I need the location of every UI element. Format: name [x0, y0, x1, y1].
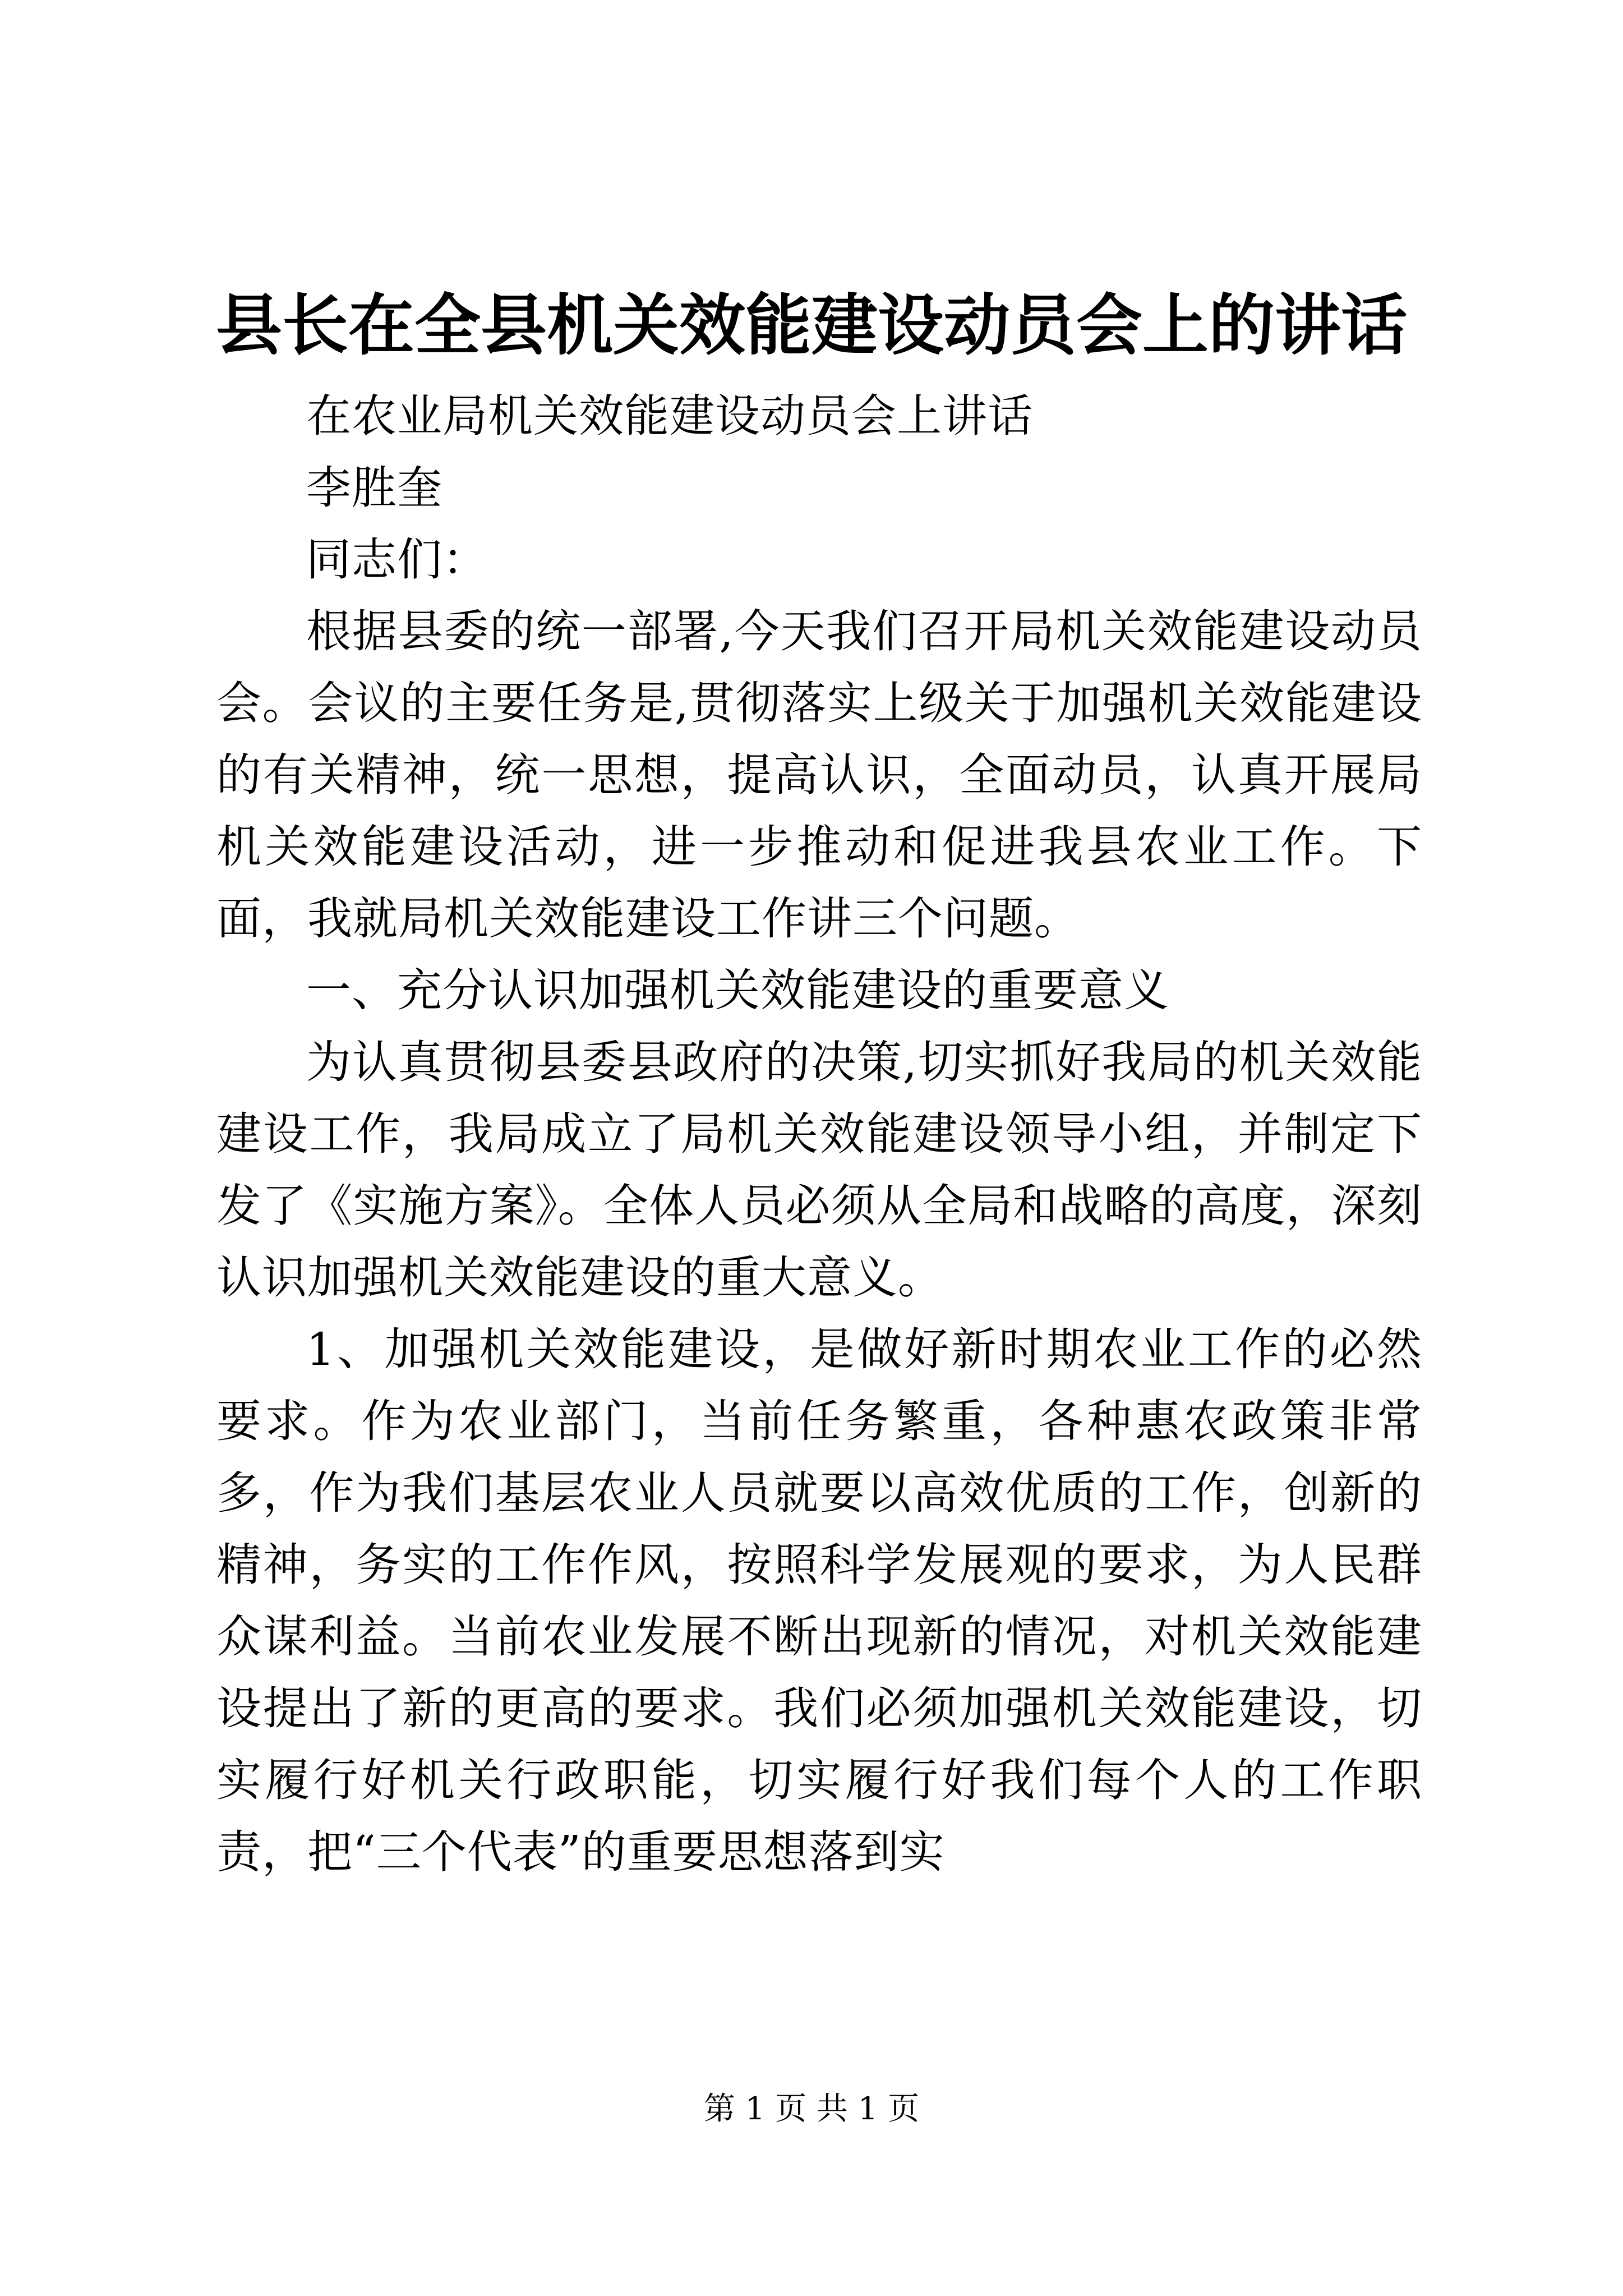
body-paragraph: 为认真贯彻县委县政府的决策,切实抓好我局的机关效能建设工作，我局成立了局机关效能建设领导小组，并制定下发了《实施方案》。全体人员必须从全局和战略的高度，深刻认识加强机关效能建设的重大意义。 — [216, 1036, 1422, 1304]
body-paragraph: 1、加强机关效能建设，是做好新时期农业工作的必然要求。作为农业部门，当前任务繁重，各种惠农政策非常多，作为我们基层农业人员就要以高效优质的工作，创新的精神，务实的工作作风，按照科学发展观的要求，为人民群众谋利益。当前农业发展不断出现新的情况，对机关效能建设提出了新的更高的要求。我们必须加强机关效能建设，切实履行好机关行政职能，切实履行好我们每个人的工作职责，把“三个代表”的重要思想落到实 — [216, 1323, 1422, 1878]
page-footer: 第 1 页 共 1 页 — [703, 2091, 920, 2127]
subtitle-paragraph: 在农业局机关效能建设动员会上讲话 — [306, 390, 1033, 442]
document-title: 县长在全县机关效能建设动员会上的讲话 — [215, 287, 1407, 364]
author-paragraph: 李胜奎 — [306, 462, 442, 514]
document-body — [216, 380, 1422, 1888]
salutation-paragraph: 同志们： — [306, 533, 488, 586]
section-heading: 一、充分认识加强机关效能建设的重要意义 — [306, 964, 1169, 1016]
body-paragraph: 根据县委的统一部署,今天我们召开局机关效能建设动员会。会议的主要任务是,贯彻落实上级关于加强机关效能建设的有关精神，统一思想，提高认识，全面动员，认真开展局机关效能建设活动，进一步推动和促进我县农业工作。下面，我就局机关效能建设工作讲三个问题。 — [216, 605, 1422, 945]
